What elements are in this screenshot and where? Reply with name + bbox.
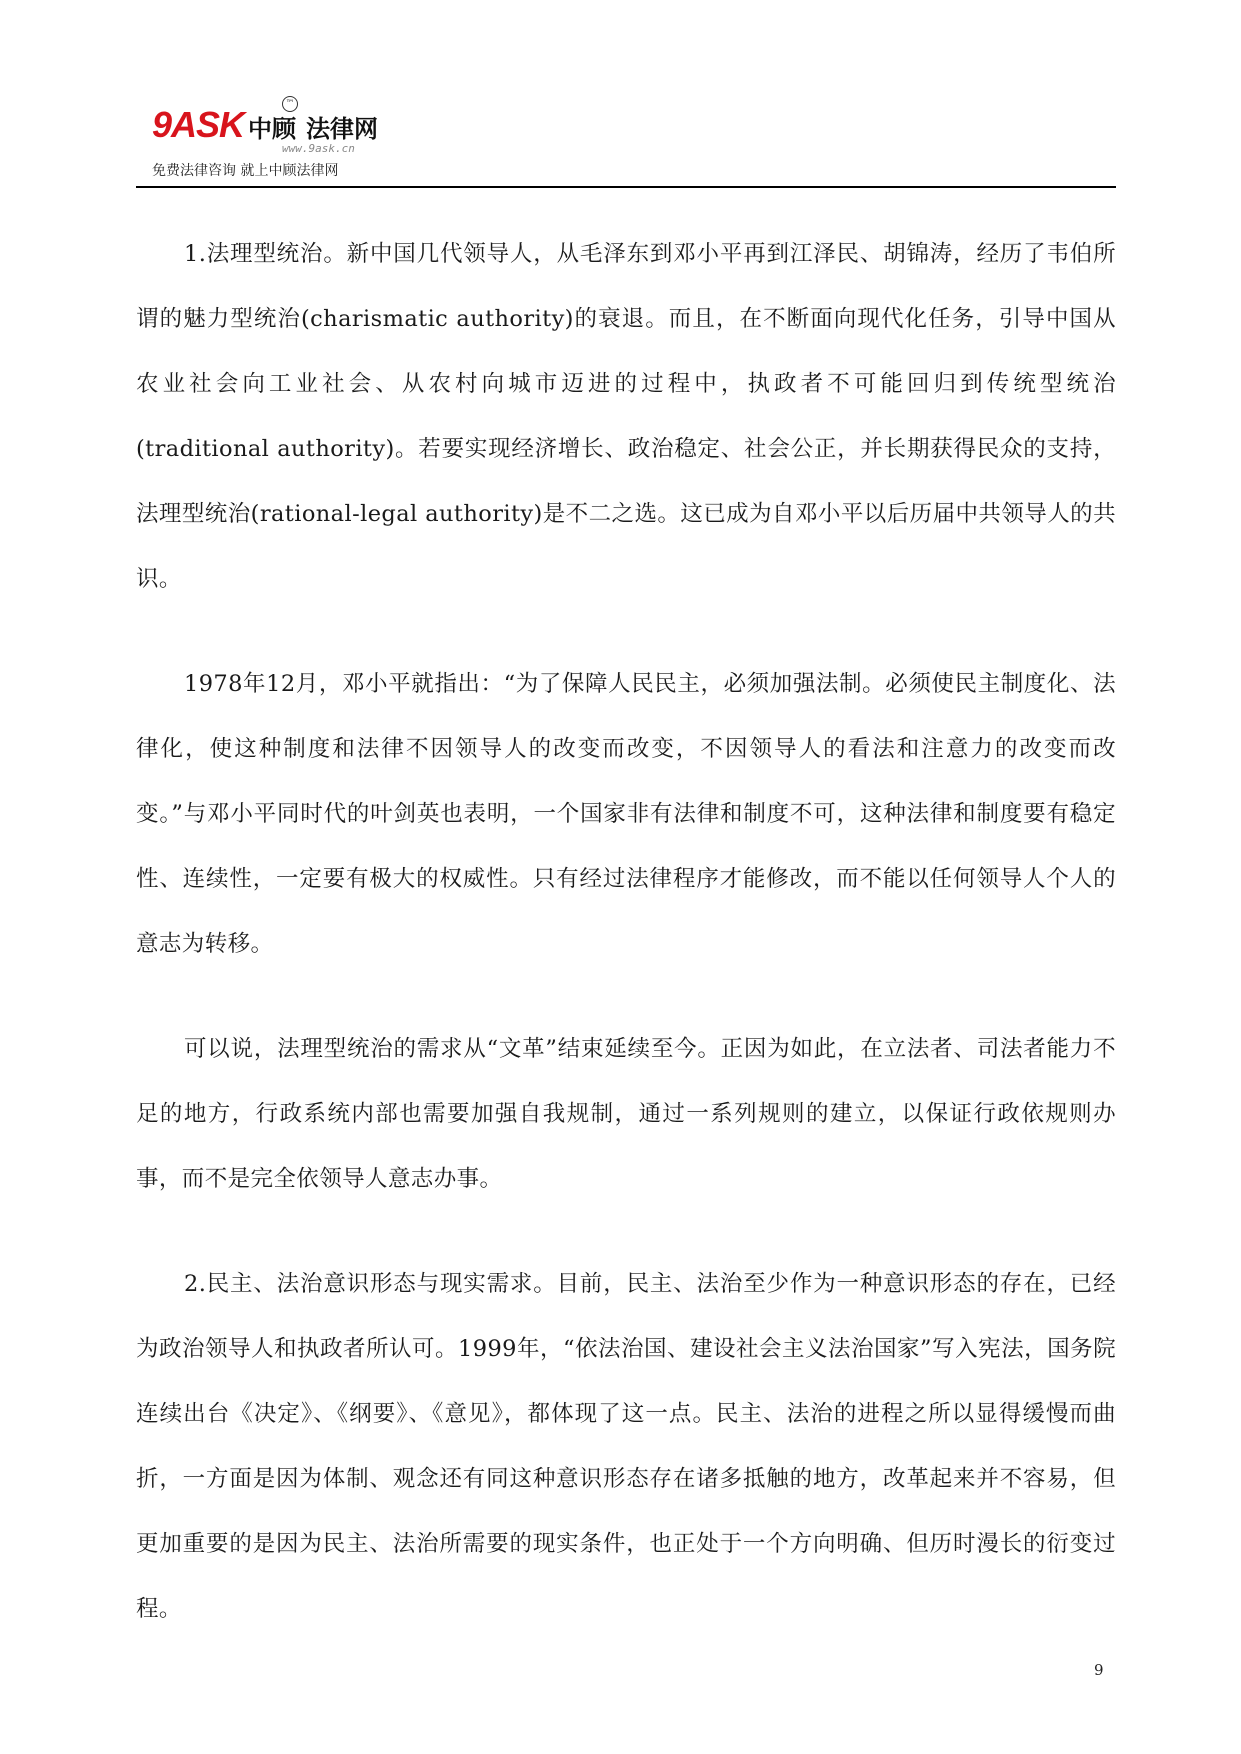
page-header: [136, 90, 1116, 190]
paragraph-3: 可以说，法理型统治的需求从“文革”结束延续至今。正因为如此，在立法者、司法者能力不足的地方，行政系统内部也需要加强自我规制，通过一系列规则的建立，以保证行政依规则办事，而不是完全依领导人意志办事。: [136, 1036, 1116, 1192]
logo-mark: 9ASK: [152, 104, 245, 145]
logo-wordmark: [152, 104, 378, 146]
document-body: [136, 222, 1116, 1682]
logo-slogan: 免费法律咨询 就上中顾法律网: [152, 163, 339, 179]
logo-name-secondary: 法律网: [306, 115, 379, 143]
logo-url: www.9ask.cn: [282, 142, 355, 155]
paragraph-1: 1.法理型统治。新中国几代领导人，从毛泽东到邓小平再到江泽民、胡锦涛，经历了韦伯所谓的魅力型统治(charismatic authority)的衰退。而且，在不断面向现代化任务，引导中国从农业社会向工业社会、从农村向城市迈进的过程中，执政者不可能回归到传统型统治(traditional authority)。若要实现经济增长、政治稳定、社会公正，并长期获得民众的支持，法理型统治(rational-legal authority)是不二之选。这已成为自邓小平以后历届中共领导人的共识。: [136, 241, 1116, 592]
header-divider: [136, 186, 1116, 188]
logo-name: 中顾: [248, 115, 297, 143]
trademark-icon: ™: [282, 96, 298, 112]
site-logo[interactable]: [152, 96, 402, 180]
paragraph-2: 1978年12月，邓小平就指出：“为了保障人民民主，必须加强法制。必须使民主制度化、法律化，使这种制度和法律不因领导人的改变而改变，不因领导人的看法和注意力的改变而改变。”与邓小平同时代的叶剑英也表明，一个国家非有法律和制度不可，这种法律和制度要有稳定性、连续性，一定要有极大的权威性。只有经过法律程序才能修改，而不能以任何领导人个人的意志为转移。: [136, 671, 1116, 957]
paragraph-4: 2.民主、法治意识形态与现实需求。目前，民主、法治至少作为一种意识形态的存在，已经为政治领导人和执政者所认可。1999年，“依法治国、建设社会主义法治国家”写入宪法，国务院连续出台《决定》、《纲要》、《意见》，都体现了这一点。民主、法治的进程之所以显得缓慢而曲折，一方面是因为体制、观念还有同这种意识形态存在诸多抵触的地方，改革起来并不容易，但更加重要的是因为民主、法治所需要的现实条件，也正处于一个方向明确、但历时漫长的衍变过程。: [136, 1271, 1116, 1622]
page-number: 9: [1094, 1661, 1104, 1679]
